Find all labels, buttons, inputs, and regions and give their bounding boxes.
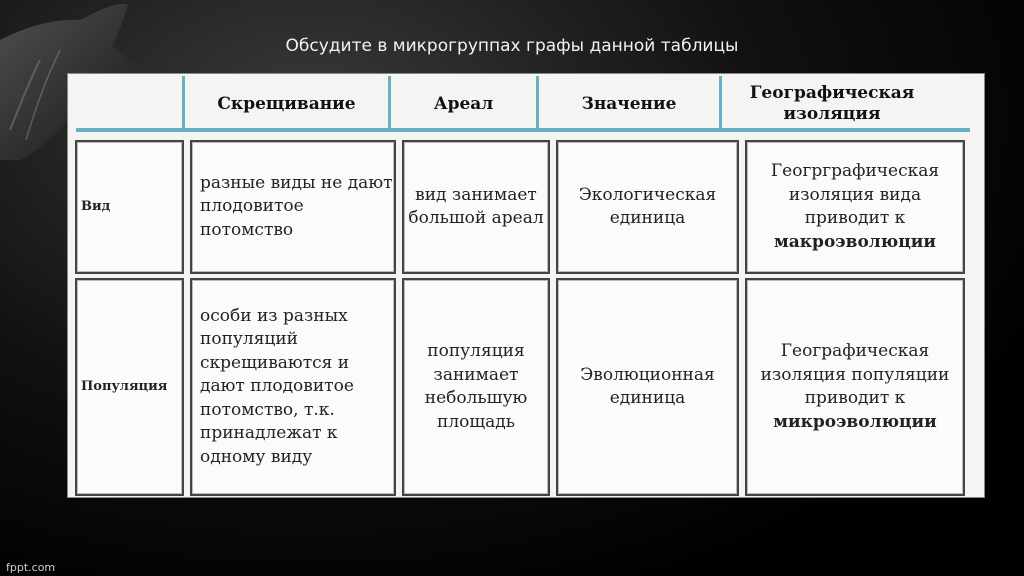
cell-species-meaning: Экологическая единица: [556, 140, 739, 274]
header-isolation: Географическая изоляция: [749, 83, 915, 124]
header-range: Ареал: [391, 76, 539, 132]
cell-population-isolation: [745, 278, 965, 496]
table-row-species: [72, 138, 980, 276]
header-meaning: Значение: [539, 76, 722, 132]
isolation-prefix-population: Географическая изоляция популяции приводит к: [760, 341, 950, 408]
row-label-population: Популяция: [75, 278, 184, 496]
table-header-row: [76, 76, 972, 132]
header-crossing: Скрещивание: [185, 76, 391, 132]
table-body: [72, 138, 980, 495]
cell-species-range: вид занимает большой ареал: [402, 140, 550, 274]
watermark: fppt.com: [6, 561, 56, 574]
header-divider: [76, 128, 970, 132]
isolation-prefix-species: Геогрграфическая изоляция вида приводит к: [770, 161, 940, 228]
cell-species-isolation: [745, 140, 965, 274]
isolation-text-population: [747, 340, 963, 434]
isolation-result-species: макроэволюции: [774, 231, 936, 252]
table-row-population: [72, 276, 980, 498]
comparison-table: [67, 73, 985, 498]
cell-population-meaning: Эволюционная единица: [556, 278, 739, 496]
header-empty-cell: [76, 76, 185, 132]
cell-population-range: популяция занимает небольшую площадь: [402, 278, 550, 496]
cell-population-crossing: особи из разных популяций скрещиваются и дают плодовитое потомство, т.к. принадлежат к одному виду: [190, 278, 396, 496]
isolation-text-species: [747, 160, 963, 254]
row-label-species: Вид: [75, 140, 184, 274]
slide-title: Обсудите в микрогруппах графы данной таблицы: [285, 36, 739, 56]
cell-species-crossing: разные виды не дают плодовитое потомство: [190, 140, 396, 274]
isolation-result-population: микроэволюции: [773, 411, 937, 432]
